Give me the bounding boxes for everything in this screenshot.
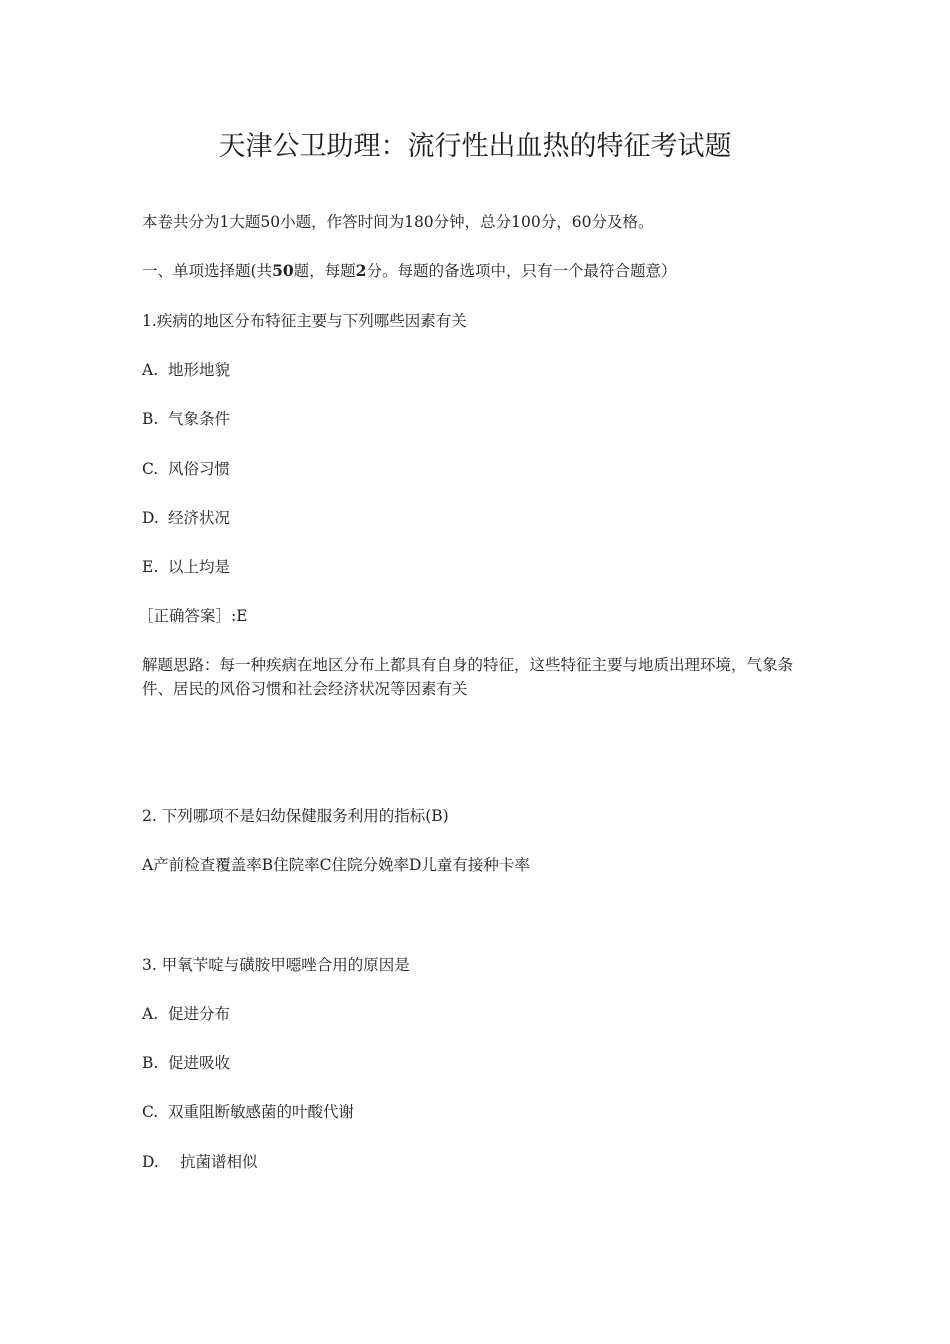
question-3-option-d xyxy=(142,1150,822,1174)
question-1-option-c xyxy=(142,457,822,481)
section-prefix: 一、单项选择题(共 xyxy=(142,262,273,280)
section-count: 50 xyxy=(272,261,294,280)
section-points: 2 xyxy=(355,261,367,280)
option-letter: A. xyxy=(142,1005,159,1023)
document-title: 天津公卫助理：流行性出血热的特征考试题 xyxy=(218,131,732,162)
section-middle: 题，每题 xyxy=(293,262,356,280)
question-1-option-a xyxy=(142,358,822,382)
option-text: 以上均是 xyxy=(168,558,231,576)
option-letter: E. xyxy=(142,558,159,576)
question-1-answer: ［正确答案］:E xyxy=(138,607,248,625)
question-3-option-c xyxy=(142,1100,822,1124)
question-1-option-b xyxy=(142,407,822,431)
option-text: 促进分布 xyxy=(168,1005,231,1023)
option-text: 抗菌谱相似 xyxy=(180,1153,258,1171)
question-1-option-d xyxy=(142,506,822,530)
option-letter: B. xyxy=(142,1054,159,1072)
section-suffix: 分。每题的备选项中，只有一个最符合题意） xyxy=(366,262,677,280)
section-heading xyxy=(142,259,822,283)
option-letter: D. xyxy=(142,509,159,527)
question-1-explanation: 解题思路：每一种疾病在地区分布上都具有自身的特征，这些特征主要与地质出理环境，气象条件、居民的风俗习惯和社会经济状况等因素有关 xyxy=(142,656,794,698)
option-text: 风俗习惯 xyxy=(168,460,231,478)
question-2-options: A产前检查覆盖率B住院率C住院分娩率D儿童有接种卡率 xyxy=(142,856,530,874)
option-text: 气象条件 xyxy=(168,410,231,428)
question-1-stem: 1.疾病的地区分布特征主要与下列哪些因素有关 xyxy=(142,312,467,330)
question-1-option-e xyxy=(142,555,822,579)
question-2-stem: 2. 下列哪项不是妇幼保健服务利用的指标(B) xyxy=(142,807,449,825)
option-letter: C. xyxy=(142,1103,159,1121)
question-3-stem: 3. 甲氧苄啶与磺胺甲噁唑合用的原因是 xyxy=(142,956,410,974)
option-text: 经济状况 xyxy=(168,509,231,527)
option-letter: B. xyxy=(142,410,159,428)
exam-intro: 本卷共分为1大题50小题，作答时间为180分钟，总分100分，60分及格。 xyxy=(142,213,654,231)
option-letter: D. xyxy=(142,1153,159,1171)
option-text: 双重阻断敏感菌的叶酸代谢 xyxy=(168,1103,355,1121)
option-text: 促进吸收 xyxy=(168,1054,231,1072)
question-3-option-b xyxy=(142,1051,822,1075)
option-letter: C. xyxy=(142,460,159,478)
option-text: 地形地貌 xyxy=(168,361,231,379)
option-letter: A. xyxy=(142,361,159,379)
question-3-option-a xyxy=(142,1002,822,1026)
